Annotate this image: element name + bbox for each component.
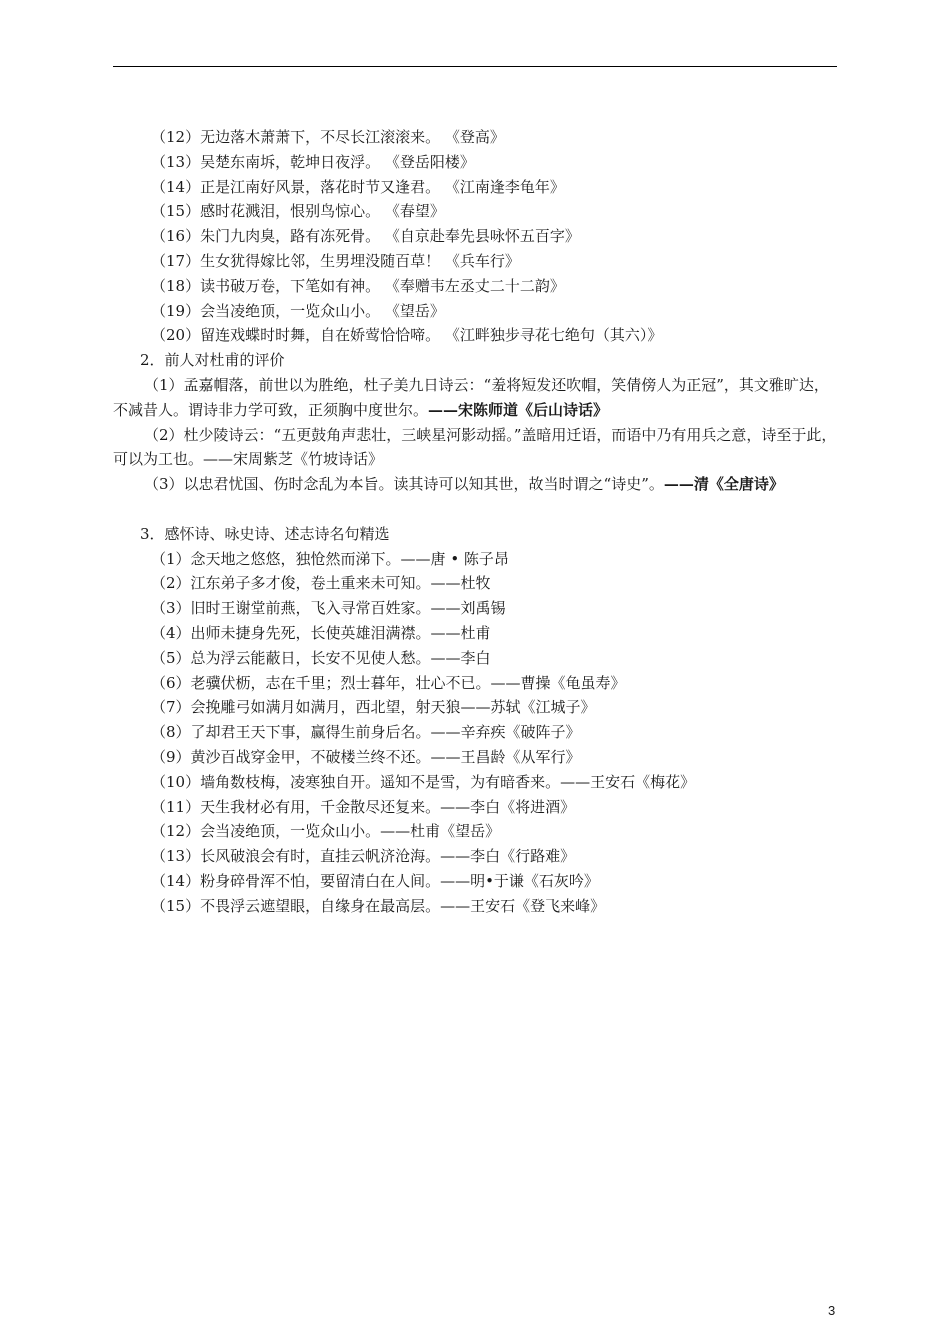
list-item: （17）生女犹得嫁比邻，生男埋没随百草！ 《兵车行》 — [151, 251, 520, 270]
list-item: （11）天生我材必有用，千金散尽还复来。——李白《将进酒》 — [151, 797, 576, 816]
list-item: （12）无边落木萧萧下，不尽长江滚滚来。 《登高》 — [151, 128, 505, 146]
spacer — [113, 497, 837, 522]
list-item: （6）老骥伏枥，志在千里；烈士暮年，壮心不已。——曹操《龟虽寿》 — [151, 673, 626, 692]
list-item: （19）会当凌绝顶，一览众山小。 《望岳》 — [151, 301, 445, 320]
list-item: （4）出师未捷身先死，长使英雄泪满襟。——杜甫 — [151, 623, 491, 642]
list-item: （15）感时花溅泪，恨别鸟惊心。 《春望》 — [151, 202, 445, 221]
quote-list-a — [113, 125, 837, 348]
document-body — [113, 125, 837, 919]
page-number: 3 — [828, 1303, 836, 1318]
list-item: （5）总为浮云能蔽日，长安不见使人愁。——李白 — [151, 648, 491, 667]
list-item: （20）留连戏蝶时时舞，自在娇莺恰恰啼。 《江畔独步寻花七绝句（其六）》 — [151, 326, 663, 345]
list-item: （3）旧时王谢堂前燕，飞入寻常百姓家。——刘禹锡 — [151, 599, 506, 618]
evaluation-text: （2）杜少陵诗云：“五更鼓角声悲壮，三峡星河影动摇。”盖暗用迁语，而语中乃有用兵之意，诗至于此，可以为工也。——宋周紫芝《竹坡诗话》 — [113, 425, 837, 469]
evaluation-text: （3）以忠君忧国、伤时念乱为本旨。读其诗可以知其世，故当时谓之“诗史”。 — [144, 475, 664, 494]
evaluation-list — [113, 373, 837, 497]
list-item: （8）了却君王天下事，赢得生前身后名。——辛弃疾《破阵子》 — [151, 723, 581, 742]
list-item: （16）朱门九肉臭，路有冻死骨。 《自京赴奉先县咏怀五百字》 — [151, 227, 580, 246]
section-heading-2: 2．前人对杜甫的评价 — [140, 351, 285, 370]
header-rule — [113, 66, 837, 67]
list-item: （14）正是江南好风景，落花时节又逢君。 《江南逢李龟年》 — [151, 177, 565, 196]
list-item: （9）黄沙百战穿金甲，不破楼兰终不还。——王昌龄《从军行》 — [151, 747, 581, 766]
evaluation-paragraph — [113, 373, 837, 423]
evaluation-source: ——宋陈师道《后山诗话》 — [428, 400, 609, 419]
list-item: （13）吴楚东南坼，乾坤日夜浮。 《登岳阳楼》 — [151, 152, 475, 171]
list-item: （1）念天地之悠悠，独怆然而涕下。——唐 • 陈子昂 — [151, 549, 509, 568]
evaluation-text: （1）孟嘉帽落，前世以为胜绝，杜子美九日诗云：“羞将短发还吹帽，笑倩傍人为正冠”，其文雅旷达，不减昔人。谓诗非力学可致，正须胸中度世尔。 — [113, 375, 829, 419]
list-item: （12）会当凌绝顶，一览众山小。——杜甫《望岳》 — [151, 822, 501, 841]
list-item: （15）不畏浮云遮望眼，自缘身在最高层。——王安石《登飞来峰》 — [151, 896, 606, 915]
quote-list-b — [113, 547, 837, 919]
evaluation-paragraph — [113, 472, 837, 497]
list-item: （7）会挽雕弓如满月如满月，西北望，射天狼——苏轼《江城子》 — [151, 698, 596, 717]
section-heading-3: 3．感怀诗、咏史诗、述志诗名句精选 — [140, 524, 390, 543]
list-item: （10）墙角数枝梅，凌寒独自开。遥知不是雪，为有暗香来。——王安石《梅花》 — [151, 772, 696, 791]
evaluation-paragraph — [113, 423, 837, 473]
list-item: （2）江东弟子多才俊，卷土重来未可知。——杜牧 — [151, 574, 491, 593]
list-item: （13）长风破浪会有时，直挂云帆济沧海。——李白《行路难》 — [151, 847, 576, 866]
list-item: （18）读书破万卷，下笔如有神。 《奉赠韦左丞丈二十二韵》 — [151, 276, 565, 295]
list-item: （14）粉身碎骨浑不怕，要留清白在人间。——明•于谦《石灰吟》 — [151, 871, 599, 890]
evaluation-source: ——清《全唐诗》 — [663, 475, 784, 494]
